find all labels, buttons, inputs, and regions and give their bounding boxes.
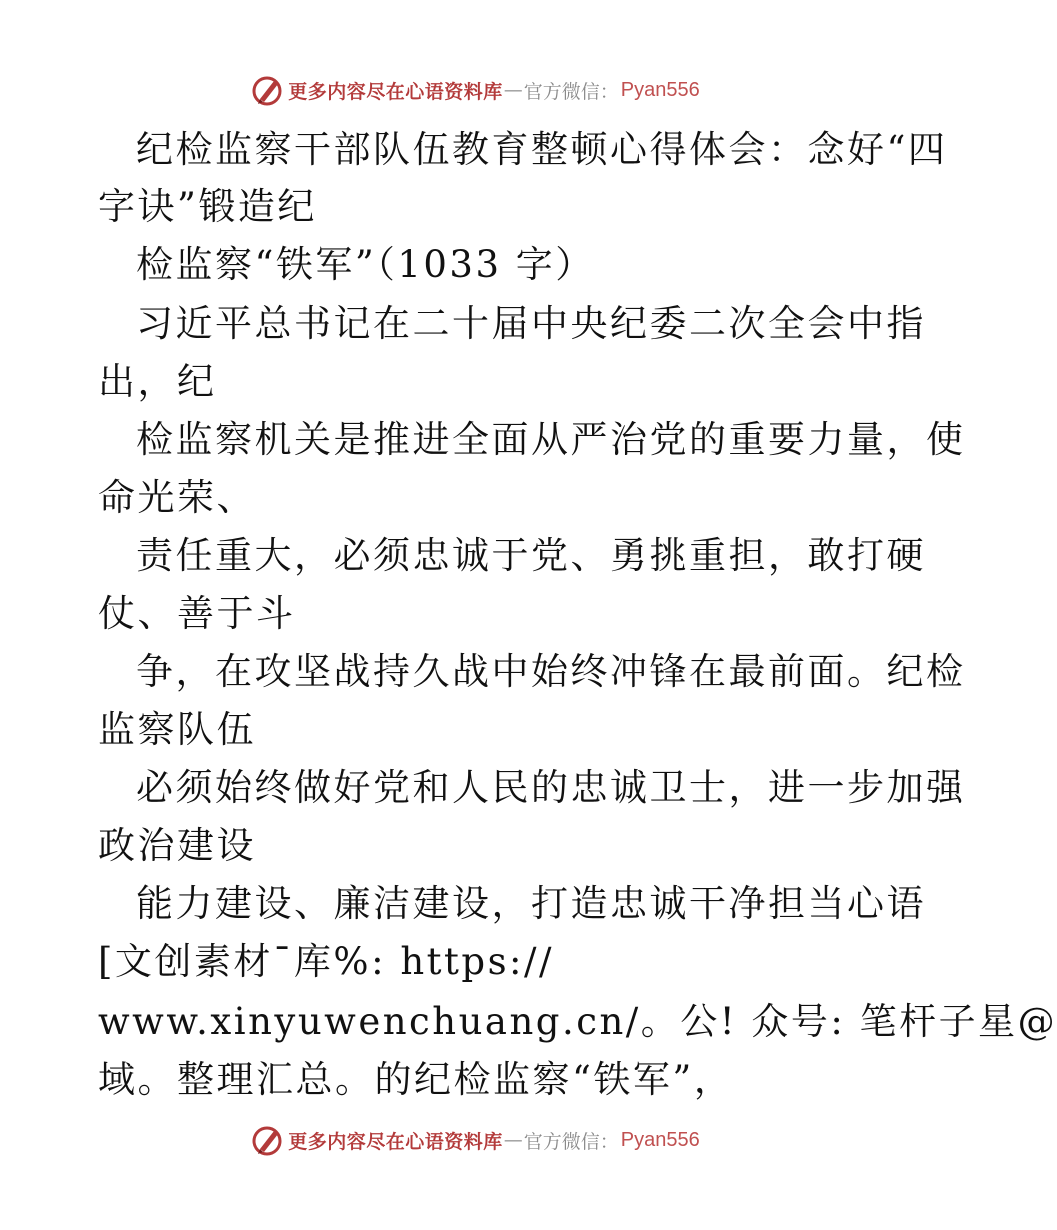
body-line: 监察队伍 (98, 708, 256, 751)
banner-slogan: 更多内容尽在心语资料库 (288, 80, 503, 103)
body-line: 必须始终做好党和人民的忠诚卫士，进一步加强 (136, 766, 966, 809)
body-line: 检监察“铁军”（1033 字） (136, 243, 595, 286)
banner-wechat-id: Pyan556 (620, 1128, 700, 1151)
body-line: 仗、善于斗 (98, 592, 296, 635)
body-line: 习近平总书记在二十届中央纪委二次全会中指 (136, 302, 926, 345)
banner-slogan: 更多内容尽在心语资料库 (288, 1130, 503, 1153)
body-line: 纪检监察干部队伍教育整顿心得体会：念好“四 (136, 128, 948, 171)
body-line: 检监察机关是推进全面从严治党的重要力量，使 (136, 418, 966, 461)
footer-watermark-banner (0, 1120, 950, 1160)
body-line: 争，在攻坚战持久战中始终冲锋在最前面。纪检 (136, 650, 966, 693)
body-line: [文创素材¯库%: https:// (98, 940, 554, 983)
body-line: 域。整理汇总。的纪检监察“铁军”， (98, 1058, 734, 1101)
body-line: 能力建设、廉洁建设，打造忠诚干净担当心语 (136, 882, 926, 925)
banner-wechat-label: 官方微信： (523, 1130, 619, 1153)
pen-logo-icon (250, 73, 284, 107)
header-watermark-banner (0, 70, 950, 110)
banner-wechat-label: 官方微信： (523, 80, 619, 103)
banner-dash: — (503, 1129, 523, 1151)
body-line: www.xinyuwenchuang.cn/。公! 众号: 笔杆子星@ (98, 1000, 1057, 1043)
pen-logo-icon (250, 1123, 284, 1157)
body-line: 政治建设 (98, 824, 256, 867)
body-line: 出，纪 (98, 360, 217, 403)
banner-wechat-id: Pyan556 (620, 78, 700, 101)
body-line: 命光荣、 (98, 476, 256, 519)
body-line: 责任重大，必须忠诚于党、勇挑重担，敢打硬 (136, 534, 926, 577)
banner-dash: — (503, 79, 523, 101)
body-line: 字诀”锻造纪 (98, 185, 317, 228)
